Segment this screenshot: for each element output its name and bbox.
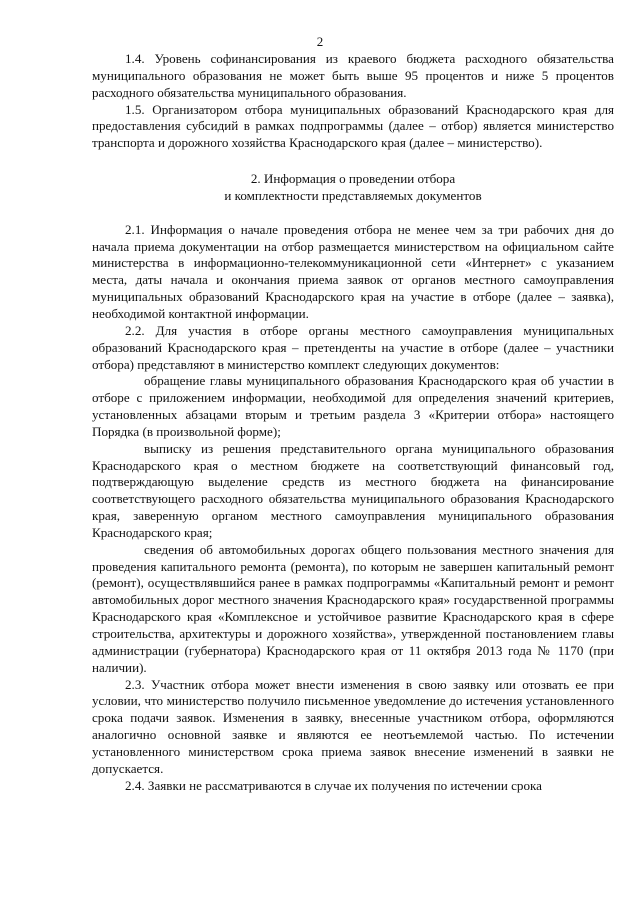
- spacer: [92, 205, 614, 222]
- paragraph-2-3: 2.3. Участник отбора может внести изменения в свою заявку или отозвать ее при условии, что министерство получило письменное уведомление до истечения установленного срока подачи заявок. Изменения в заявку, внесенные участником отбора, оформляются аналогично основной заявке и являются ее неотъемлемой частью. По истечении установленного министерством срока приема заявок внесение изменений в заявки не допускается.: [92, 676, 614, 776]
- paragraph-2-4: 2.4. Заявки не рассматриваются в случае их получения по истечении срока: [125, 777, 542, 793]
- paragraph-1-5: 1.5. Организатором отбора муниципальных образований Краснодарского края для предоставления субсидий в рамках подпрограммы (далее – отбор) является министерство транспорта и дорожного хозяйства Краснодарского края (далее – министерство).: [92, 101, 614, 151]
- list-item-budget-extract: выписку из решения представительного органа муниципального образования Краснодарского края о местном бюджете на соответствующий финансовый год, подтверждающую выделение средств из местного бюджета на финансирование соответствующего расходного обязательства муниципального образования Краснодарского края, заверенную органом местного самоуправления муниципального образования Краснодарского края;: [92, 440, 614, 540]
- section-2-title-line-1: 2. Информация о проведении отбора: [250, 171, 456, 187]
- document-body: [92, 51, 614, 794]
- list-item-request: обращение главы муниципального образования Краснодарского края об участии в отборе с приложением информации, необходимой для определения значений критериев, установленных абзацами вторым и третьим раздела 3 «Критерии отбора» настоящего Порядка (в произвольной форме);: [92, 373, 614, 439]
- list-item-roads-info: сведения об автомобильных дорогах общего пользования местного значения для проведения капитального ремонта (ремонта), по которым не завершен капитальный ремонт (ремонт), осуществлявшийся ранее в рамках подпрограммы «Капитальный ремонт и ремонт автомобильных дорог местного значения Краснодарского края» государственной программы Краснодарского края «Комплексное и устойчивое развитие Краснодарского края в сфере строительства, архитектуры и дорожного хозяйства», утвержденной постановлением главы администрации (губернатора) Краснодарского края от 11 октября 2013 года № 1170 (при наличии).: [92, 541, 614, 675]
- paragraph-1-4: 1.4. Уровень софинансирования из краевого бюджета расходного обязательства муниципального образования не может быть выше 95 процентов и ниже 5 процентов расходного обязательства муниципального образования.: [92, 51, 614, 100]
- page-number: 2: [316, 34, 324, 49]
- paragraph-2-1: 2.1. Информация о начале проведения отбора не менее чем за три рабочих дня до начала приема документации на отбор размещается министерством на официальном сайте министерства в информационно-телекоммуникационной сети «Интернет» с указанием места, даты начала и окончания приема заявок от органов местного самоуправления муниципальных образований Краснодарского края на участие в отборе (далее – заявка), необходимой контактной информации.: [92, 221, 614, 321]
- spacer: [92, 152, 614, 171]
- section-2-title-line-2: и комплектности представляемых документов: [224, 187, 482, 203]
- paragraph-2-2: 2.2. Для участия в отборе органы местного самоуправления муниципальных образований Краснодарского края – претенденты на участие в отборе (далее – участники отбора) представляют в министерство комплект следующих документов:: [92, 322, 614, 372]
